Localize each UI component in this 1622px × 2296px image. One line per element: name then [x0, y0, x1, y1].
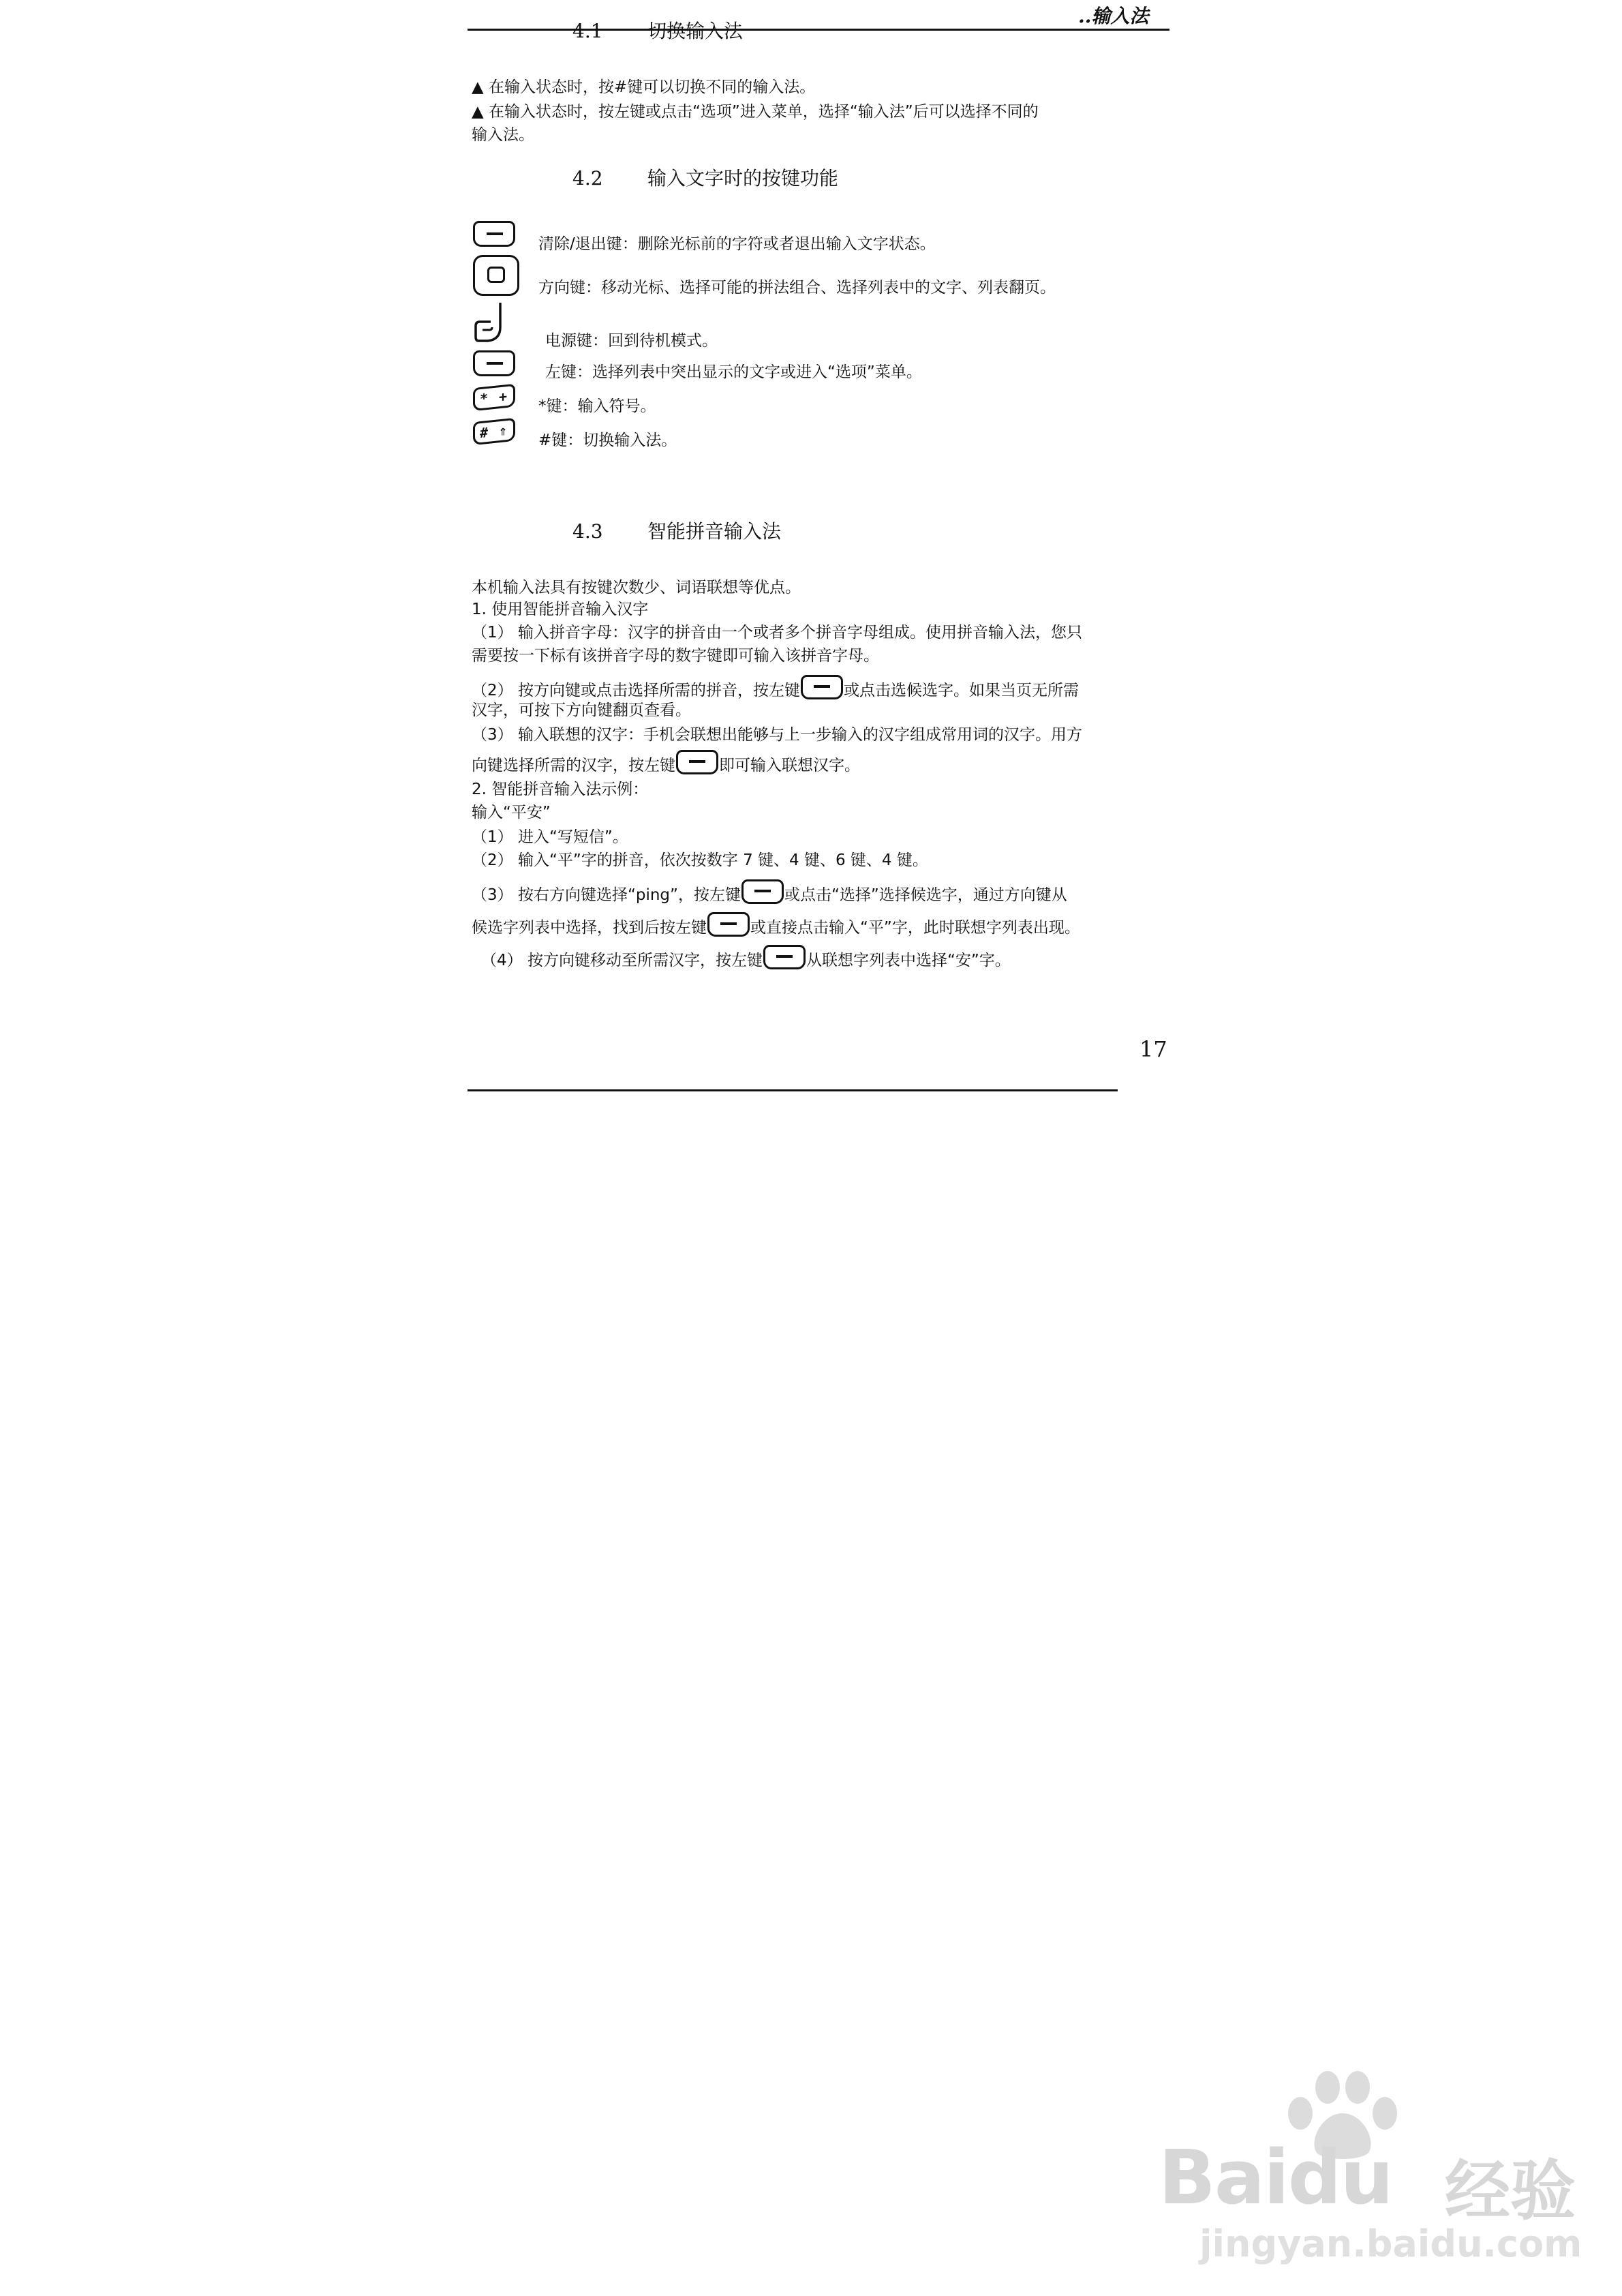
watermark-url: jingyan.baidu.com	[1199, 2222, 1582, 2265]
text: 或直接点击输入“平”字，此时联想字列表出现。	[750, 919, 1080, 937]
watermark-brand	[1159, 2134, 1392, 2221]
s41-line-1: ▲ 在输入状态时，按#键可以切换不同的输入法。	[472, 78, 816, 96]
header-title: ..输入法	[1078, 5, 1149, 27]
section-4-3-heading	[572, 519, 781, 544]
s43-example-title: 输入“平安”	[472, 804, 551, 821]
s43-intro: 本机输入法具有按键次数少、词语联想等优点。	[472, 579, 801, 596]
s43-p1-line-1: （1） 输入拼音字母：汉字的拼音由一个或者多个拼音字母组成。使用拼音输入法，您只	[472, 624, 1082, 641]
section-number: 4.2	[572, 167, 603, 190]
s43-p2-line-2: 汉字，可按下方向键翻页查看。	[472, 701, 691, 719]
power-key-icon	[473, 300, 511, 346]
text: （4） 按方向键移动至所需汉字，按左键	[481, 952, 763, 969]
left-key-inline-icon	[763, 945, 806, 969]
hash-key-icon	[473, 418, 515, 446]
nav-key-icon	[473, 255, 519, 296]
section-4-2-heading	[572, 166, 838, 191]
section-number: 4.1	[572, 20, 603, 42]
s43-example-4	[481, 945, 1011, 971]
section-title: 切换输入法	[647, 20, 744, 42]
watermark-cn: 经验	[1445, 2153, 1576, 2229]
text: 从联想字列表中选择“安”字。	[806, 952, 1011, 969]
hash-key-label: # ⇑	[479, 421, 509, 442]
s41-line-3: 输入法。	[472, 126, 534, 144]
s43-item-2: 2. 智能拼音输入法示例：	[472, 781, 649, 798]
text: （2） 按方向键或点击选择所需的拼音，按左键	[472, 682, 800, 699]
watermark-brand-1: Bai	[1159, 2134, 1288, 2221]
section-4-1-heading	[572, 19, 743, 44]
left-key-icon	[473, 350, 515, 376]
s43-p3-line-2	[472, 750, 860, 776]
s43-example-1: （1） 进入“写短信”。	[472, 828, 628, 846]
left-key-desc: 左键：选择列表中突出显示的文字或进入“选项”菜单。	[545, 363, 922, 381]
s43-item-1: 1. 使用智能拼音输入汉字	[472, 601, 649, 618]
section-title: 输入文字时的按键功能	[647, 167, 839, 190]
clear-key-desc: 清除/退出键：删除光标前的字符或者退出输入文字状态。	[538, 235, 936, 253]
section-number: 4.3	[572, 520, 603, 543]
text: （3） 按右方向键选择“ping”，按左键	[472, 886, 741, 904]
star-key-label: * +	[479, 387, 509, 408]
left-key-inline-icon	[801, 675, 843, 699]
s43-p3-line-1: （3） 输入联想的汉字：手机会联想出能够与上一步输入的汉字组成常用词的汉字。用方	[472, 726, 1082, 744]
text: 候选字列表中选择，找到后按左键	[472, 919, 707, 937]
baidu-watermark	[1159, 2059, 1595, 2277]
s43-p2-line-1	[472, 675, 1079, 701]
hash-key-desc: #键：切换输入法。	[538, 432, 677, 449]
left-key-inline-icon	[741, 879, 784, 904]
section-title: 智能拼音输入法	[647, 520, 782, 543]
s41-line-2: ▲ 在输入状态时，按左键或点击“选项”进入菜单，选择“输入法”后可以选择不同的	[472, 103, 1039, 121]
power-key-desc: 电源键：回到待机模式。	[545, 332, 718, 350]
footer-rule	[468, 1089, 1118, 1091]
s43-example-2: （2） 输入“平”字的拼音，依次按数字 7 键、4 键、6 键、4 键。	[472, 851, 928, 869]
nav-key-desc: 方向键：移动光标、选择可能的拼法组合、选择列表中的文字、列表翻页。	[538, 279, 1056, 297]
text: 或点击选候选字。如果当页无所需	[843, 682, 1079, 699]
left-key-inline-icon	[707, 912, 750, 937]
page-number: 17	[1139, 1036, 1167, 1062]
text: 或点击“选择”选择候选字，通过方向键从	[784, 886, 1067, 904]
s43-example-3-line-1	[472, 879, 1067, 906]
text: 即可输入联想汉字。	[719, 757, 860, 774]
star-key-desc: *键：输入符号。	[538, 397, 656, 415]
star-key-icon	[473, 384, 515, 412]
left-key-inline-icon	[676, 750, 718, 774]
s43-p1-line-2: 需要按一下标有该拼音字母的数字键即可输入该拼音字母。	[472, 647, 879, 665]
watermark-brand-2: du	[1287, 2134, 1392, 2221]
s43-example-3-line-2	[472, 912, 1080, 939]
text: 向键选择所需的汉字，按左键	[472, 757, 675, 774]
clear-key-icon	[473, 221, 515, 247]
